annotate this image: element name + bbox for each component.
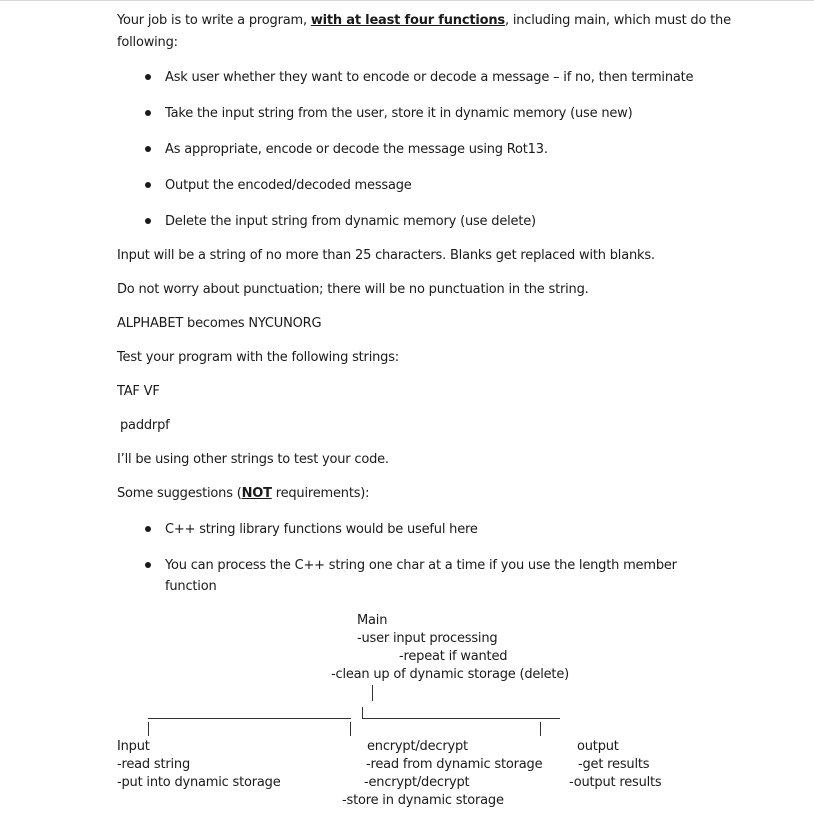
intro-part2: , including main, which must do the [504, 13, 731, 28]
connector-encrypt-drop [350, 722, 351, 736]
suggestions-intro-part1: Some suggestions ( [117, 486, 242, 501]
bullet-icon [145, 218, 151, 224]
diagram-encrypt-line: -read from dynamic storage [366, 757, 543, 772]
diagram-encrypt-line: -store in dynamic storage [342, 793, 504, 808]
bullet-icon [145, 526, 151, 532]
suggestion-item: C++ string library functions would be useful here [165, 522, 478, 537]
suggestions-not: NOT [241, 486, 272, 501]
diagram-input-line: -put into dynamic storage [117, 775, 281, 790]
diagram-output-line: -get results [578, 757, 650, 772]
bullet-icon [145, 74, 151, 80]
note-other-strings: I’ll be using other strings to test your code. [117, 452, 389, 467]
suggestion-item: You can process the C++ string one char at a time if you use the length member [165, 558, 677, 573]
requirement-item: Take the input string from the user, store it in dynamic memory (use new) [165, 106, 633, 121]
note-test-intro: Test your program with the following strings: [117, 350, 399, 365]
diagram-main-line: -repeat if wanted [399, 649, 508, 664]
connector-output-drop [540, 722, 541, 736]
note-input-length: Input will be a string of no more than 25 characters. Blanks get replaced with blanks. [117, 248, 655, 263]
connector-input-drop [148, 722, 149, 736]
intro-emphasis: with at least four functions [310, 13, 505, 28]
diagram-output-title: output [577, 739, 619, 754]
diagram-input-line: -read string [117, 757, 191, 772]
top-border [0, 0, 814, 1]
test-string-2: paddrpf [120, 418, 170, 433]
connector-horizontal-left [148, 718, 351, 719]
intro-part1: Your job is to write a program, [117, 13, 311, 28]
requirement-item: Ask user whether they want to encode or decode a message – if no, then terminate [165, 70, 694, 85]
suggestions-intro-part2: requirements): [271, 486, 370, 501]
intro-line-2: following: [117, 35, 178, 50]
bullet-icon [145, 110, 151, 116]
diagram-output-line: -output results [569, 775, 662, 790]
test-string-1: TAF VF [117, 384, 160, 399]
diagram-main-title: Main [357, 613, 388, 628]
connector-main-down [372, 685, 373, 701]
suggestions-intro [117, 485, 369, 503]
diagram-input-title: Input [117, 739, 150, 754]
intro-line-1 [117, 12, 731, 30]
bullet-icon [145, 182, 151, 188]
bullet-icon [145, 562, 151, 568]
diagram-encrypt-title: encrypt/decrypt [367, 739, 468, 754]
note-punctuation: Do not worry about punctuation; there will be no punctuation in the string. [117, 282, 589, 297]
diagram-encrypt-line: -encrypt/decrypt [364, 775, 470, 790]
diagram-main-line: -clean up of dynamic storage (delete) [331, 667, 569, 682]
diagram-main-line: -user input processing [357, 631, 498, 646]
note-example: ALPHABET becomes NYCUNORG [117, 316, 322, 331]
requirement-item: Delete the input string from dynamic memory (use delete) [165, 214, 536, 229]
requirement-item: As appropriate, encode or decode the message using Rot13. [165, 142, 548, 157]
bullet-icon [145, 146, 151, 152]
connector-horizontal-right [362, 718, 560, 719]
requirement-item: Output the encoded/decoded message [165, 178, 412, 193]
suggestion-item-continued: function [165, 579, 217, 594]
